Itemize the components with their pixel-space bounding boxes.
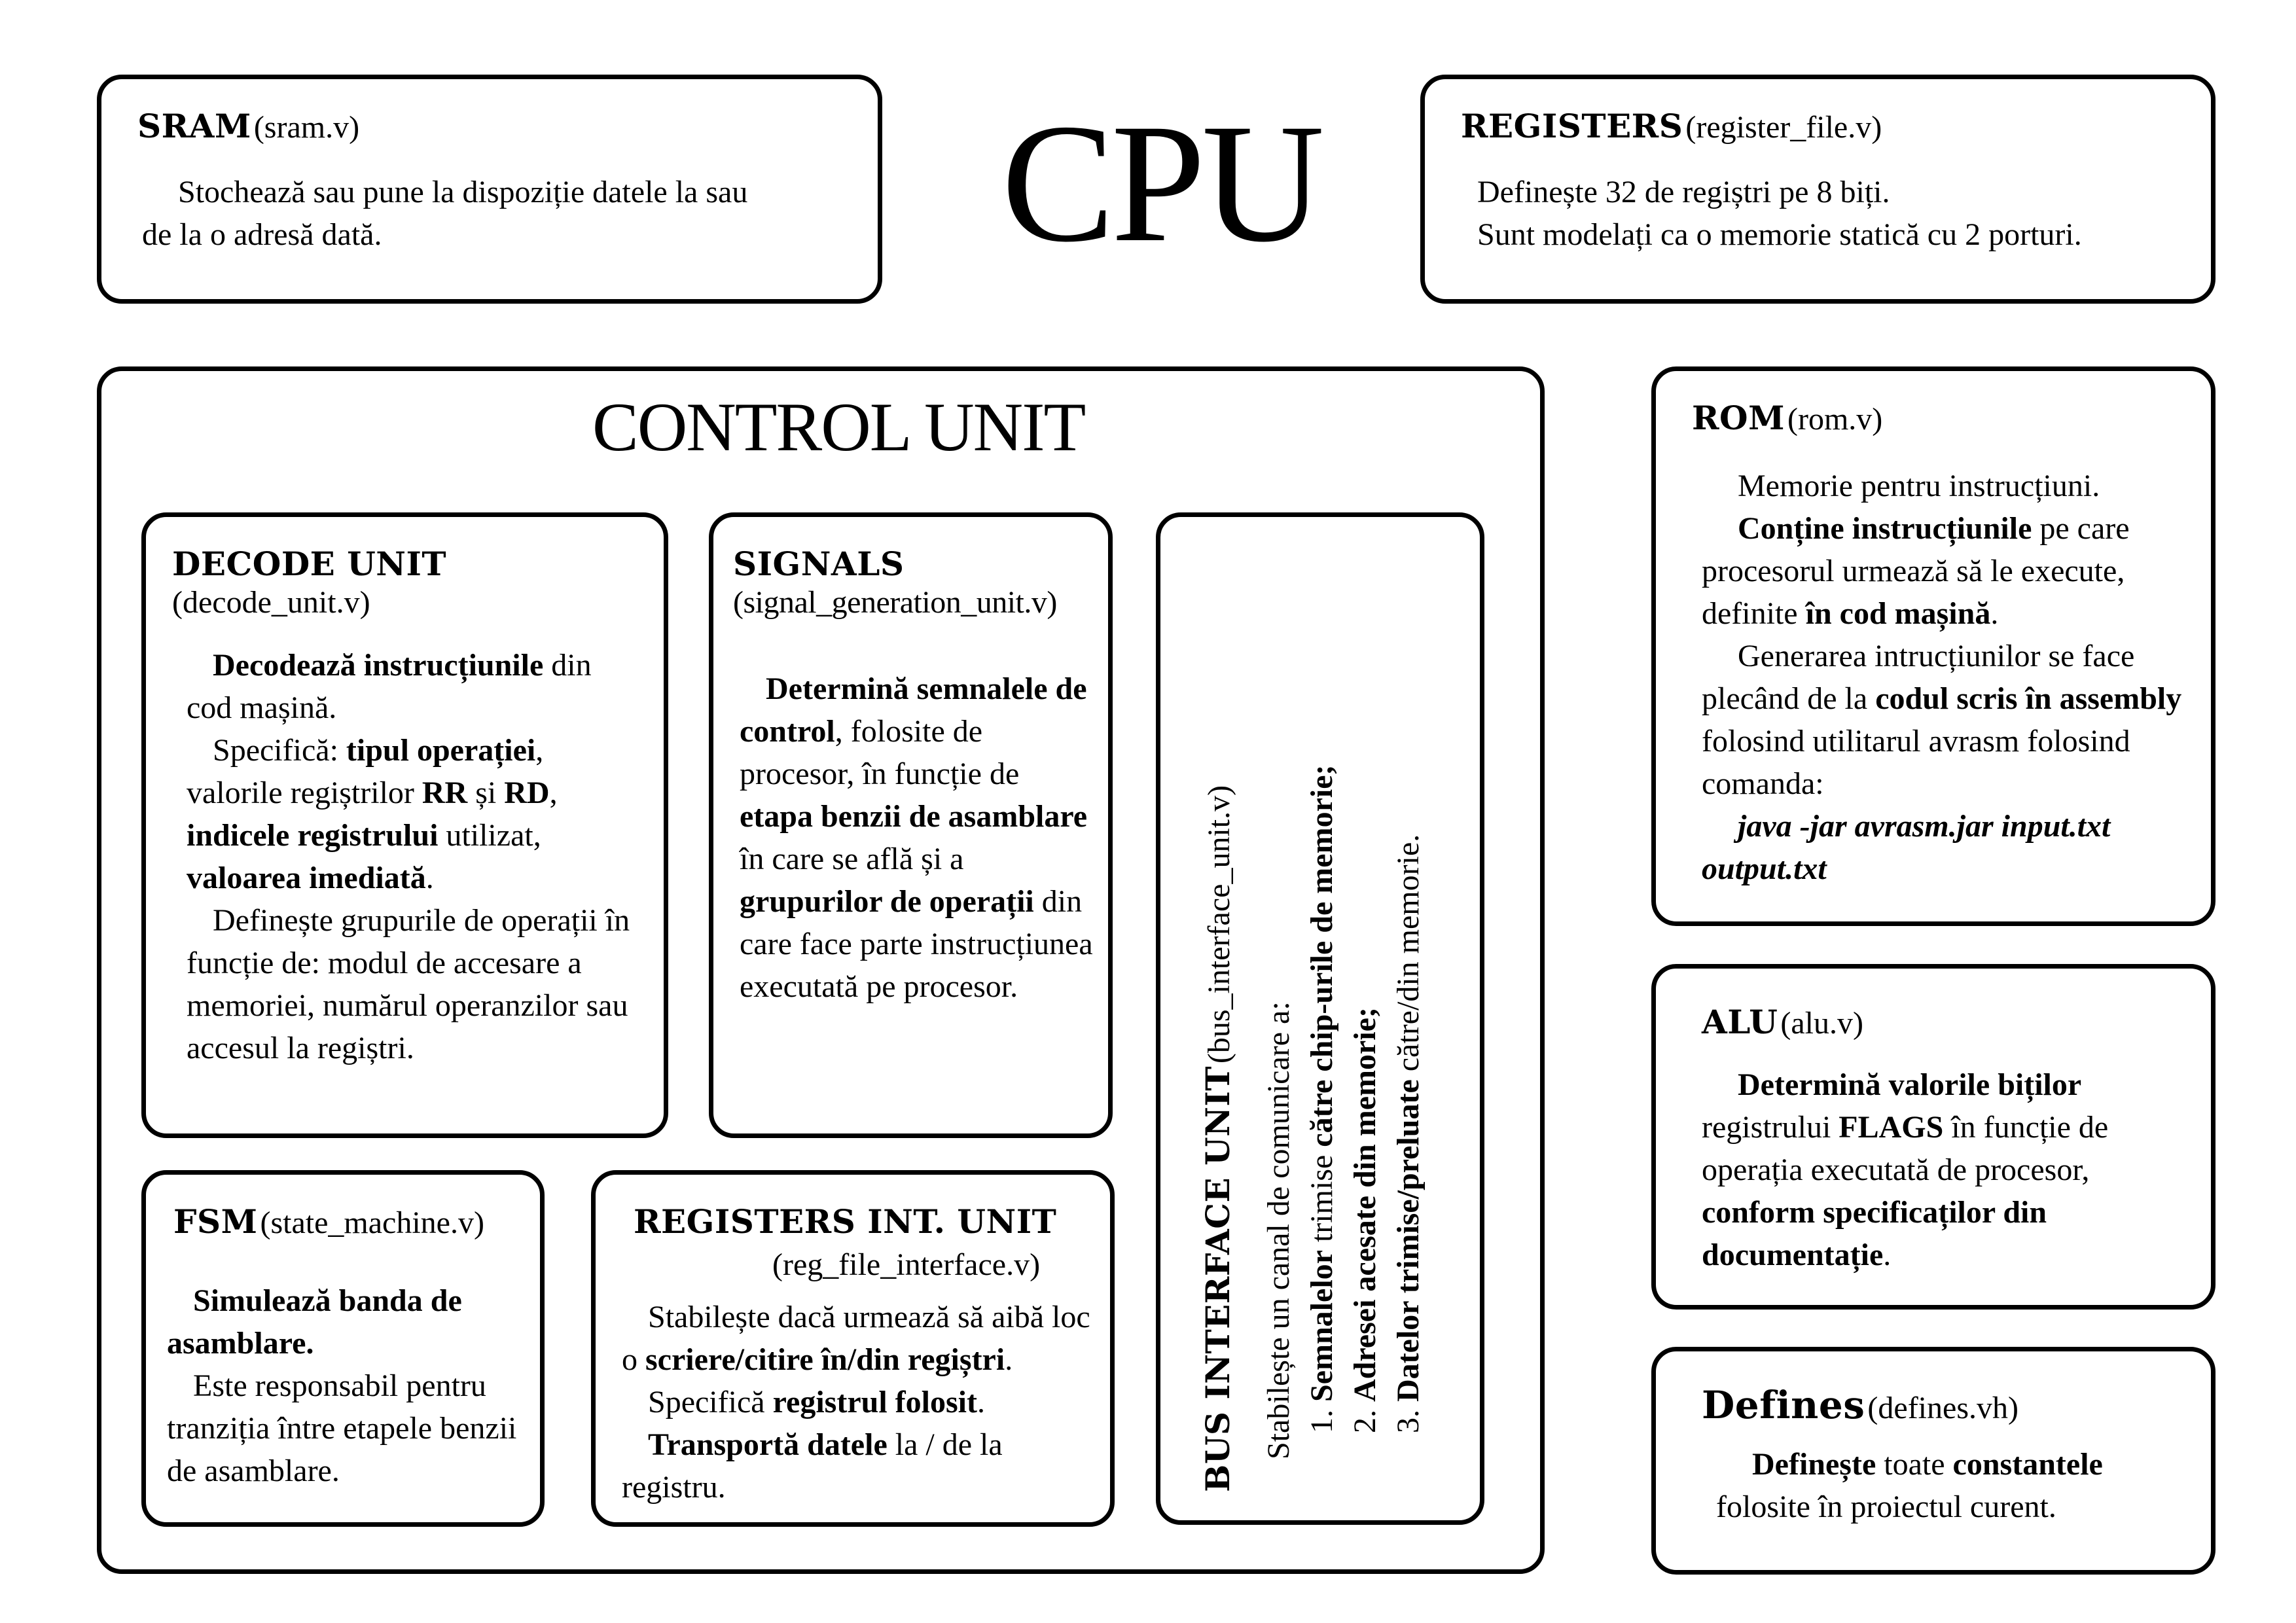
rom-file: (rom.v): [1787, 402, 1883, 437]
registers-box: [1420, 75, 2215, 304]
signals-file: (signal_generation_unit.v): [733, 585, 1057, 620]
rom-title: ROM: [1692, 399, 1785, 437]
bus-interface-title: BUS INTERFACE UNIT: [1198, 1066, 1237, 1492]
registers-int-unit-file: (reg_file_interface.v): [772, 1247, 1041, 1282]
sram-desc-line-1: Stochează sau pune la dispoziție datele la sau: [178, 175, 748, 209]
rom-box: [1651, 366, 2215, 926]
bus-interface-box: [1156, 512, 1484, 1525]
cpu-title: CPU: [1001, 89, 1321, 277]
sram-desc-line-2: de la o adresă dată.: [142, 217, 382, 252]
registers-file: (register_file.v): [1685, 110, 1882, 145]
sram-title: SRAM: [137, 107, 251, 145]
alu-title: ALU: [1702, 1003, 1778, 1041]
fsm-file: (state_machine.v): [260, 1205, 484, 1240]
defines-box: [1651, 1347, 2215, 1575]
alu-file: (alu.v): [1780, 1006, 1863, 1041]
registers-desc-line-2: Sunt modelați ca o memorie statică cu 2 porturi.: [1477, 217, 2082, 252]
bus-interface-file: (bus_interface_unit.v): [1202, 785, 1236, 1064]
bus-interface-desc: Stabilește un canal de comunicare a: 1. Semnalelor trimise către chip-urile de memorie; 2. Adresei acesate din memorie; 3. Datelor trimise/preluate către/din memorie.: [1261, 764, 1426, 1459]
control-unit-title: CONTROL UNIT: [592, 389, 1085, 465]
rom-desc: Memorie pentru instrucțiuni. Conține instrucțiunile pe care procesorul urmează să le execute, definite în cod mașină. Generarea intrucțiunilor se face plecând de la codul scris în assembly folosind utilitarul avrasm folosind comanda: java -jar avrasm.jar input.txt output.txt: [1702, 469, 2182, 886]
sram-box: [97, 75, 882, 304]
signals-title: SIGNALS: [733, 544, 905, 583]
signals-box: [709, 512, 1113, 1138]
decode-unit-box: [141, 512, 668, 1138]
registers-int-unit-title: REGISTERS INT. UNIT: [634, 1202, 1057, 1241]
registers-desc-line-1: Definește 32 de regiștri pe 8 biți.: [1477, 175, 1890, 209]
fsm-title: FSM: [173, 1202, 258, 1241]
fsm-desc: Simulează banda de asamblare. Este responsabil pentru tranziția între etapele benzii de asamblare.: [167, 1283, 517, 1488]
registers-int-unit-desc: Stabilește dacă urmează să aibă loc o scriere/citire în/din regiștri. Specifică registrul folosit. Transportă datele la / de la registru.: [622, 1300, 1090, 1505]
decode-unit-desc: Decodează instrucțiunile din cod mașină. Specifică: tipul operației, valorile regiștrilor RR și RD, indicele registrului utilizat, valoarea imediată. Definește grupurile de operații în funcție de: modul de accesare a memoriei, numărul operanzilor sau accesul la regiștri.: [187, 648, 630, 1065]
decode-unit-file: (decode_unit.v): [172, 585, 370, 620]
signals-desc: Determină semnalele de control, folosite de procesor, în funcție de etapa benzii de asamblare în care se află și a grupurilor de operații din care face parte instrucțiunea executată pe procesor.: [740, 671, 1093, 1004]
defines-title: Defines: [1702, 1383, 1865, 1427]
defines-file: (defines.vh): [1867, 1391, 2018, 1425]
registers-title: REGISTERS: [1461, 107, 1683, 145]
alu-box: [1651, 964, 2215, 1310]
registers-int-unit-box: [591, 1170, 1115, 1527]
defines-desc: Definește toate constantele folosite în proiectul curent.: [1716, 1447, 2103, 1524]
decode-unit-title: DECODE UNIT: [172, 544, 447, 583]
fsm-box: [141, 1170, 545, 1527]
alu-desc: Determină valorile biților registrului FLAGS în funcție de operația executată de procesor, conform specificaților din documentație.: [1702, 1067, 2109, 1272]
sram-file: (sram.v): [253, 110, 360, 145]
